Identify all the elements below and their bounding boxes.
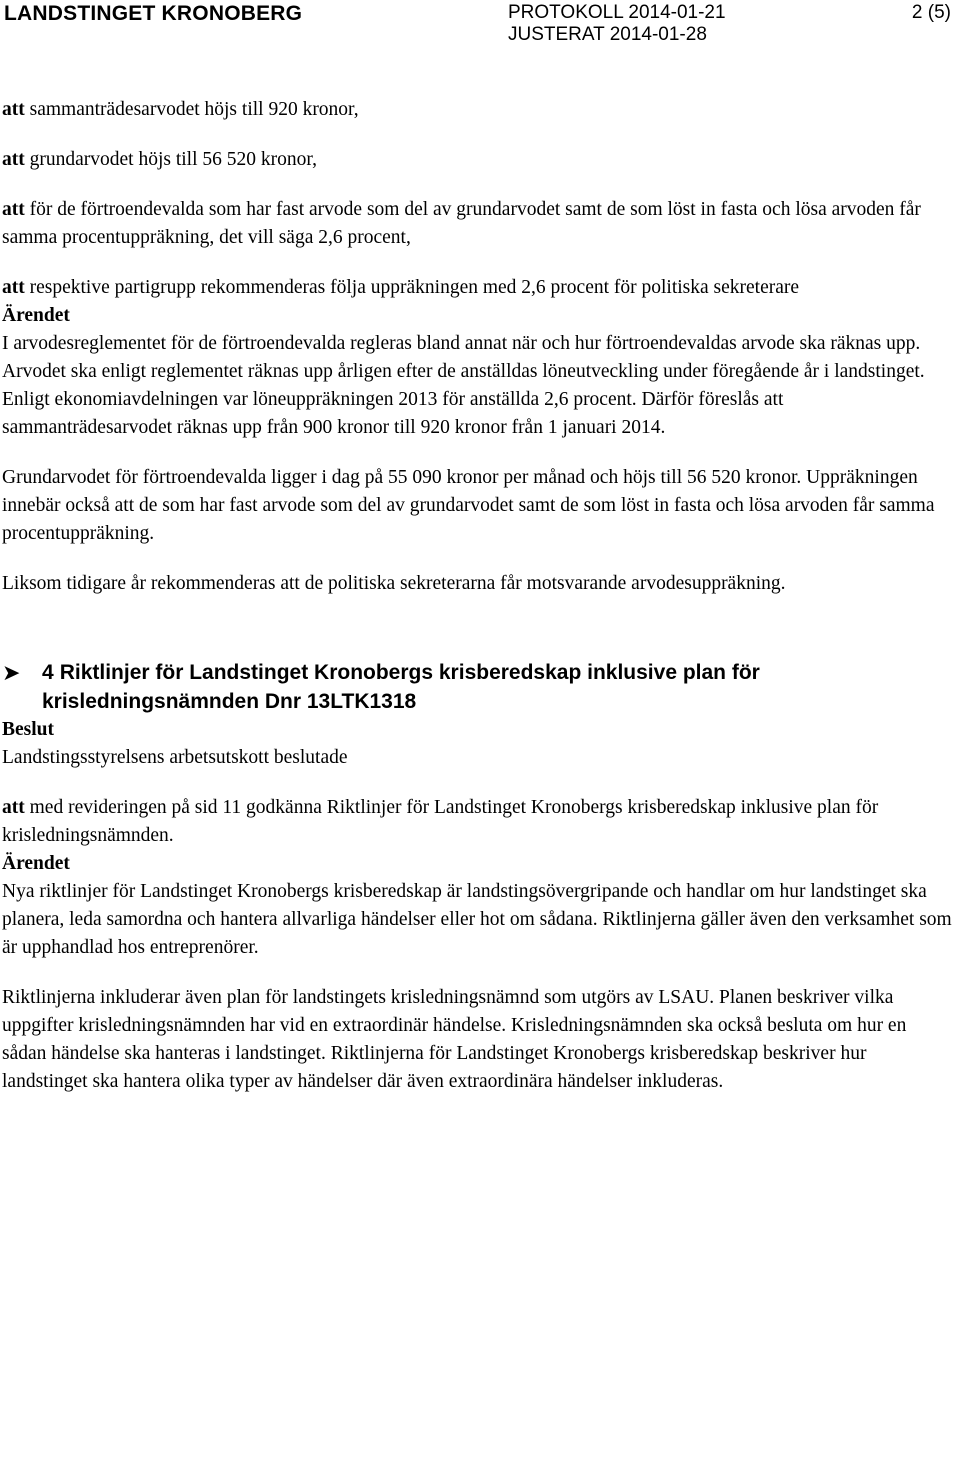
arendet-heading: Ärendet: [2, 853, 70, 874]
arendet-paragraph: I arvodesreglementet för de förtroendevalda regleras bland annat när och hur förtroendevaldas arvode ska räknas upp. Arvodet ska enligt reglementet räknas upp årligen efter de anställdas löneutveckling under föregående år i landstinget.: [2, 333, 925, 382]
arendet-heading: Ärendet: [2, 305, 70, 326]
protocol-date: PROTOKOLL 2014-01-21: [508, 2, 726, 23]
decision-item: [2, 794, 952, 850]
section-title: Riktlinjer för Landstinget Kronobergs krisberedskap inklusive plan för krisledningsnämnden Dnr 13LTK1318: [42, 661, 760, 713]
decision-keyword: att: [2, 797, 25, 818]
decision-text: sammanträdesarvodet höjs till 920 kronor,: [24, 99, 359, 120]
page-header: [0, 0, 960, 52]
decision-keyword: att: [2, 277, 25, 298]
decision-keyword: att: [2, 99, 25, 120]
decision-text: grundarvodet höjs till 56 520 kronor,: [24, 149, 317, 170]
arendet-paragraph: Liksom tidigare år rekommenderas att de politiska sekreterarna får motsvarande arvodesuppräkning.: [2, 573, 786, 594]
decision-keyword: att: [2, 149, 25, 170]
arendet-paragraph: Riktlinjerna inkluderar även plan för landstingets krisledningsnämnd som utgörs av LSAU. Planen beskriver vilka uppgifter krisledningsnämnden har vid en extraordinär händelse. Krisledningsnämnden ska också besluta om hur en sådan händelse ska hanteras i landstinget. Riktlinjerna för Landstinget Kronobergs krisberedskap beskriver hur landstinget ska hantera olika typer av händelser där även extraordinära händelser inkluderas.: [2, 987, 907, 1092]
decision-item: [2, 274, 952, 302]
organization-name: LANDSTINGET KRONOBERG: [4, 2, 303, 25]
document-body: [2, 96, 952, 1096]
arendet-paragraph: Enligt ekonomiavdelningen var löneuppräkningen 2013 för anställda 2,6 procent. Därför föreslås att sammanträdesarvodet räknas upp från 900 kronor till 920 kronor från 1 januari 2014.: [2, 389, 784, 438]
arrow-bullet-icon: ➤: [2, 660, 21, 685]
beslut-heading: Beslut: [2, 719, 55, 740]
section-number: 4: [42, 661, 54, 684]
protocol-dates: [508, 2, 726, 46]
decision-item: [2, 196, 952, 252]
adjusted-date: JUSTERAT 2014-01-28: [508, 24, 707, 45]
beslut-text: Landstingsstyrelsens arbetsutskott beslutade: [2, 747, 348, 768]
decision-keyword: att: [2, 199, 25, 220]
decision-text: för de förtroendevalda som har fast arvode som del av grundarvodet samt de som löst in fasta och lösa arvoden får samma procentuppräkning, det vill säga 2,6 procent,: [2, 199, 921, 248]
page-number: 2 (5): [911, 2, 951, 23]
decision-item: [2, 146, 952, 174]
arendet-paragraph: Grundarvodet för förtroendevalda ligger i dag på 55 090 kronor per månad och höjs till 56 520 kronor. Uppräkningen innebär också att de som har fast arvode som del av grundarvodet samt de som löst in fasta och lösa arvoden får samma procentuppräkning.: [2, 467, 935, 544]
decision-text: respektive partigrupp rekommenderas följa uppräkningen med 2,6 procent för politiska sekreterare: [24, 277, 800, 298]
arendet-paragraph: Nya riktlinjer för Landstinget Kronobergs krisberedskap är landstingsövergripande och handlar om hur landstinget ska planera, leda samordna och hantera allvarliga händelser eller hot om sådana. Riktlinjerna gäller även den verksamhet som är upphandlad hos entreprenörer.: [2, 881, 952, 958]
section-heading: [2, 658, 952, 716]
decision-item: [2, 96, 952, 124]
decision-text: med revideringen på sid 11 godkänna Riktlinjer för Landstinget Kronobergs krisberedskap inklusive plan för krisledningsnämnden.: [2, 797, 879, 846]
